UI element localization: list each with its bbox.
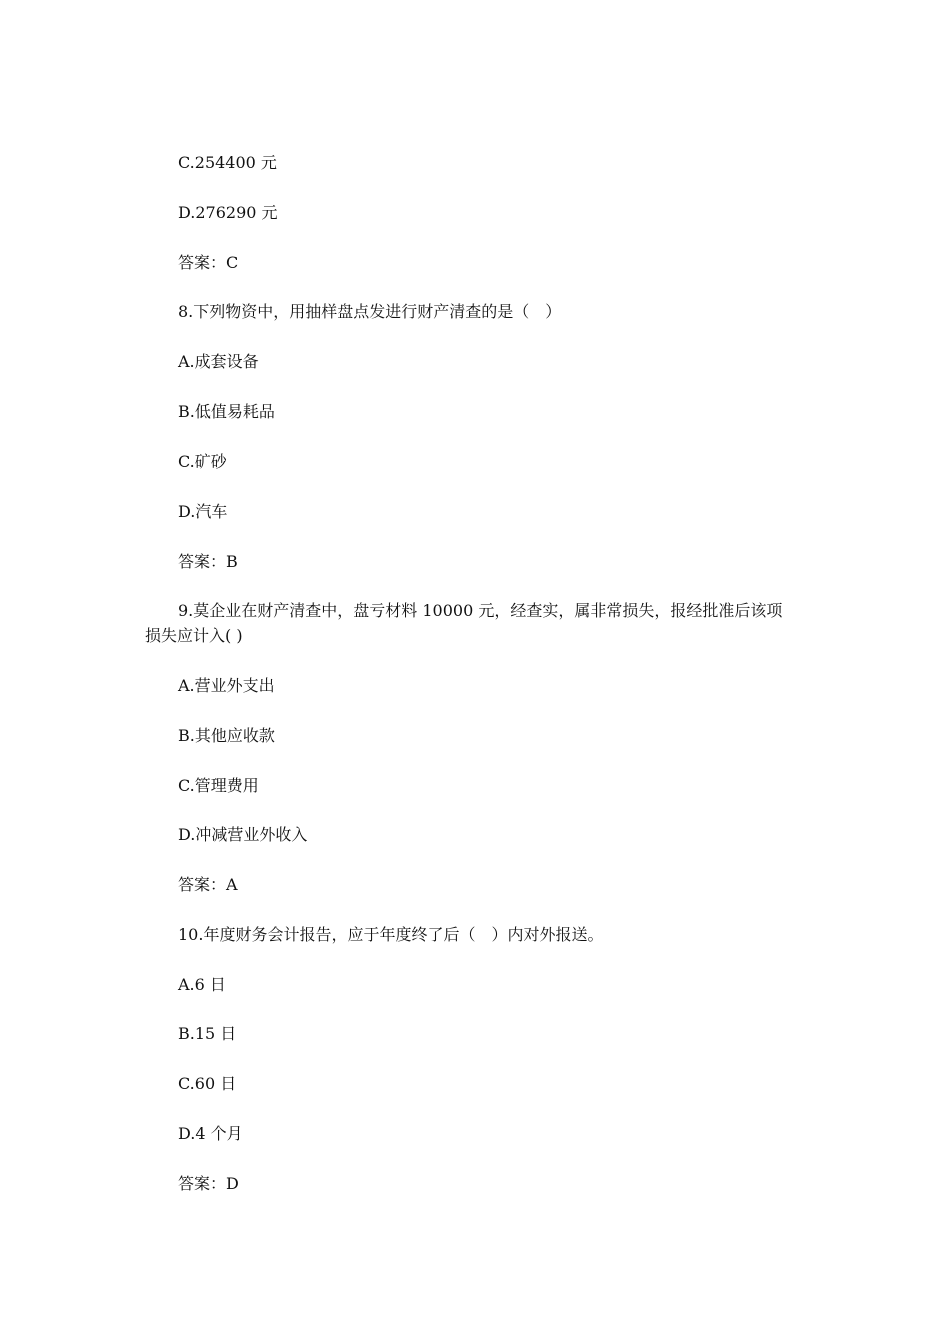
option-a-q9: A.营业外支出: [178, 676, 275, 695]
question-8: 8.下列物资中，用抽样盘点发进行财产清查的是（ ）: [178, 302, 562, 321]
option-c-q7: C.254400 元: [178, 153, 277, 172]
answer-q9: 答案：A: [178, 875, 238, 894]
option-b-q8: B.低值易耗品: [178, 402, 275, 421]
option-a-q10: A.6 日: [178, 975, 226, 994]
option-d-q7: D.276290 元: [178, 203, 278, 222]
option-b-q10: B.15 日: [178, 1024, 237, 1043]
option-a-q8: A.成套设备: [178, 352, 259, 371]
question-9-line-2: 损失应计入( ): [145, 626, 243, 645]
option-c-q10: C.60 日: [178, 1074, 237, 1093]
question-10: 10.年度财务会计报告，应于年度终了后（ ）内对外报送。: [178, 925, 604, 944]
option-b-q9: B.其他应收款: [178, 726, 275, 745]
option-c-q8: C.矿砂: [178, 452, 227, 471]
option-d-q10: D.4 个月: [178, 1124, 243, 1143]
option-c-q9: C.管理费用: [178, 776, 259, 795]
answer-q7: 答案：C: [178, 253, 239, 272]
answer-q8: 答案：B: [178, 552, 238, 571]
option-d-q8: D.汽车: [178, 502, 228, 521]
question-9-line-1: 9.莫企业在财产清查中，盘亏材料 10000 元，经查实，属非常损失，报经批准后该项: [178, 601, 783, 620]
option-d-q9: D.冲减营业外收入: [178, 825, 308, 844]
answer-q10: 答案：D: [178, 1174, 239, 1193]
